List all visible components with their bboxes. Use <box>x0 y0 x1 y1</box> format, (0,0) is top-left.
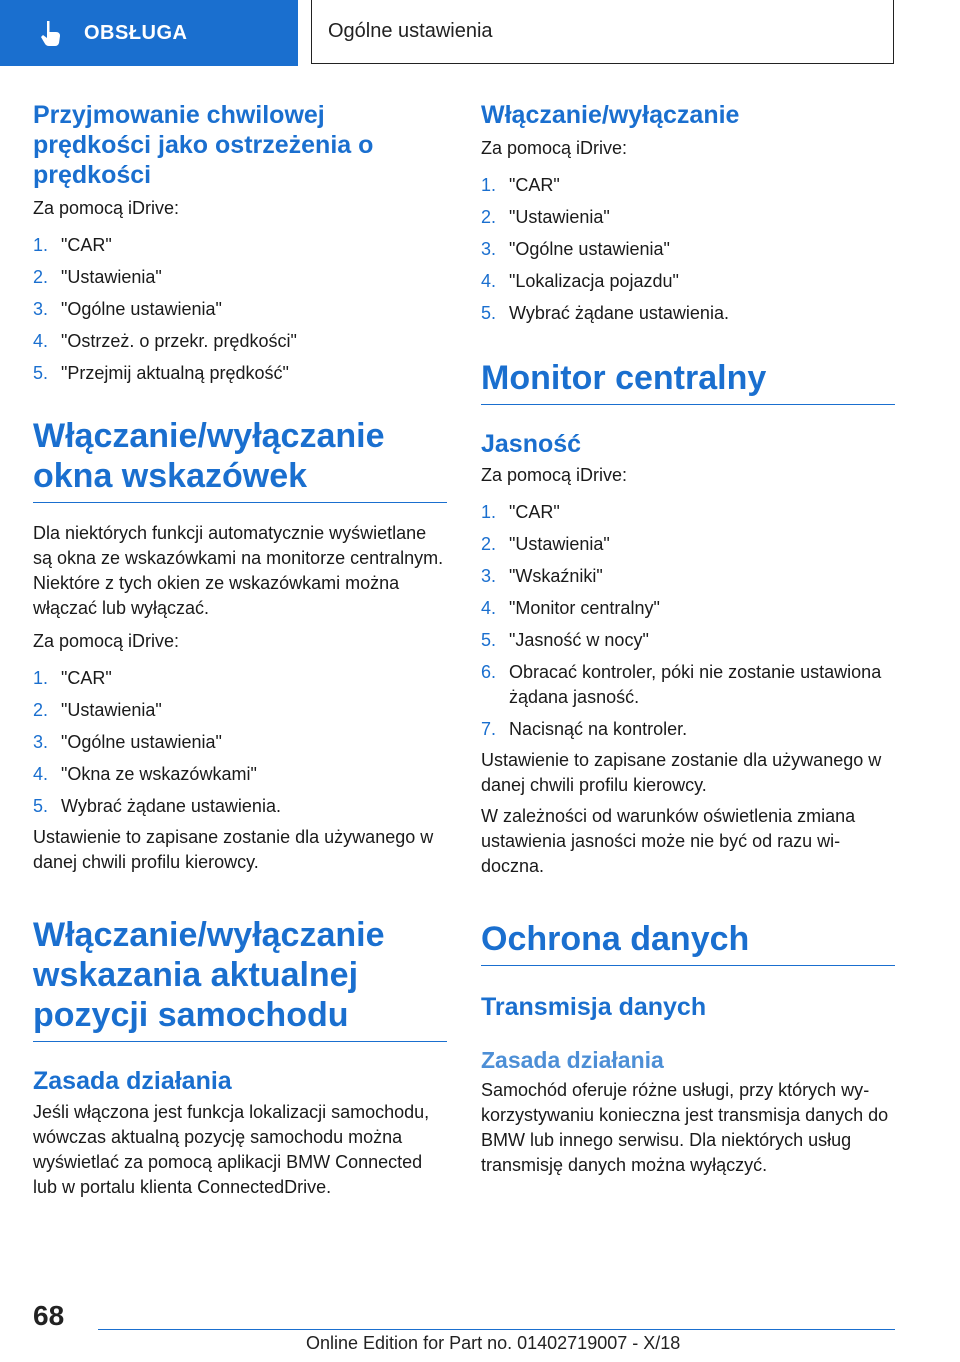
subsubheading-principle: Zasada działania <box>481 1047 664 1073</box>
list-item: 3. "Ogólne ustawienia" <box>33 299 222 319</box>
list-item: 3. "Wskaźniki" <box>481 566 603 586</box>
list-item: 1. "CAR" <box>33 235 112 255</box>
intro-text: Za pomocą iDrive: <box>33 198 180 218</box>
steps-hint-windows <box>33 666 447 819</box>
hand-pointer-icon <box>36 18 66 48</box>
note-text: W zależności od warunków oświetlenia zmiana ustawienia jasności może nie być od razu widoczna. <box>481 806 856 876</box>
intro-text: Za pomocą iDrive: <box>481 138 628 158</box>
list-item: 5. Wybrać żądane ustawienia. <box>33 796 281 816</box>
heading-vehicle-position: Włączanie/wyłączanie wskazania aktualnej pozycji samochodu <box>33 915 447 1042</box>
list-item: 1. "CAR" <box>481 502 560 522</box>
paragraph: Samochód oferuje różne usługi, przy których wykorzystywaniu konieczna jest transmisja danych do BMW lub innego serwisu. Dla niektórych usług transmisję danych można wyłączyć. <box>481 1080 889 1175</box>
section-label: OBSŁUGA <box>84 21 188 44</box>
subheading-principle: Zasada działania <box>33 1067 232 1095</box>
subheading-data-transmission: Transmisja danych <box>481 993 707 1021</box>
chapter-title: Ogólne ustawienia <box>311 0 894 64</box>
heading-speed-warning: Przyjmowanie chwilowej prędkości jako ostrzeżenia o prędkości <box>33 101 374 189</box>
heading-central-monitor: Monitor centralny <box>481 358 895 405</box>
list-item: 2. "Ustawienia" <box>33 700 162 720</box>
intro-text: Za pomocą iDrive: <box>481 465 628 485</box>
list-item: 5. "Jasność w nocy" <box>481 630 649 650</box>
steps-brightness <box>481 500 895 742</box>
paragraph: Jeśli włączona jest funkcja lokalizacji samochodu, wówczas aktualną pozycję samochodu można wyświetlać za pomocą aplikacji BMW Connected lub w portalu klienta ConnectedDrive. <box>33 1102 430 1197</box>
note-text: Ustawienie to zapisane zostanie dla używanego w danej chwili profilu kierowcy. <box>33 827 434 872</box>
steps-speed-warning <box>33 233 447 386</box>
list-item: 4. "Lokalizacja pojazdu" <box>481 271 679 291</box>
page-number: 68 <box>33 1300 65 1331</box>
list-item: 1. "CAR" <box>481 175 560 195</box>
section-tab <box>0 0 298 66</box>
subheading-brightness: Jasność <box>481 430 582 458</box>
edition-text: Online Edition for Part no. 01402719007 - X/18 <box>306 1333 681 1353</box>
intro-text: Za pomocą iDrive: <box>33 631 180 651</box>
heading-hint-windows: Włączanie/wyłączanie okna wskazówek <box>33 416 447 503</box>
heading-data-protection: Ochrona danych <box>481 919 895 966</box>
list-item: 2. "Ustawienia" <box>33 267 162 287</box>
list-item: 1. "CAR" <box>33 668 112 688</box>
paragraph: Dla niektórych funkcji automatycznie wyświetlane są okna ze wskazówkami na monitorze centralnym. Niektóre z tych okien ze wskazówkami można włączać lub wyłączać. <box>33 523 444 618</box>
heading-toggle: Włączanie/wyłączanie <box>481 101 740 129</box>
list-item: 2. "Ustawienia" <box>481 207 610 227</box>
list-item: 6. Obracać kontroler, póki nie zostanie ustawiona żądana jasność. <box>481 662 882 707</box>
list-item: 4. "Ostrzeż. o przekr. prędkości" <box>33 331 297 351</box>
list-item: 3. "Ogólne ustawienia" <box>33 732 222 752</box>
note-text: Ustawienie to zapisane zostanie dla używanego w danej chwili profilu kierowcy. <box>481 750 882 795</box>
footer-divider <box>98 1329 895 1330</box>
right-column <box>481 100 895 1178</box>
left-column <box>33 100 447 1200</box>
list-item: 4. "Monitor centralny" <box>481 598 660 618</box>
list-item: 2. "Ustawienia" <box>481 534 610 554</box>
list-item: 3. "Ogólne ustawienia" <box>481 239 670 259</box>
list-item: 5. Wybrać żądane ustawienia. <box>481 303 729 323</box>
list-item: 5. "Przejmij aktualną prędkość" <box>33 363 289 383</box>
list-item: 7. Nacisnąć na kontroler. <box>481 719 688 739</box>
list-item: 4. "Okna ze wskazówkami" <box>33 764 257 784</box>
steps-location <box>481 173 895 326</box>
